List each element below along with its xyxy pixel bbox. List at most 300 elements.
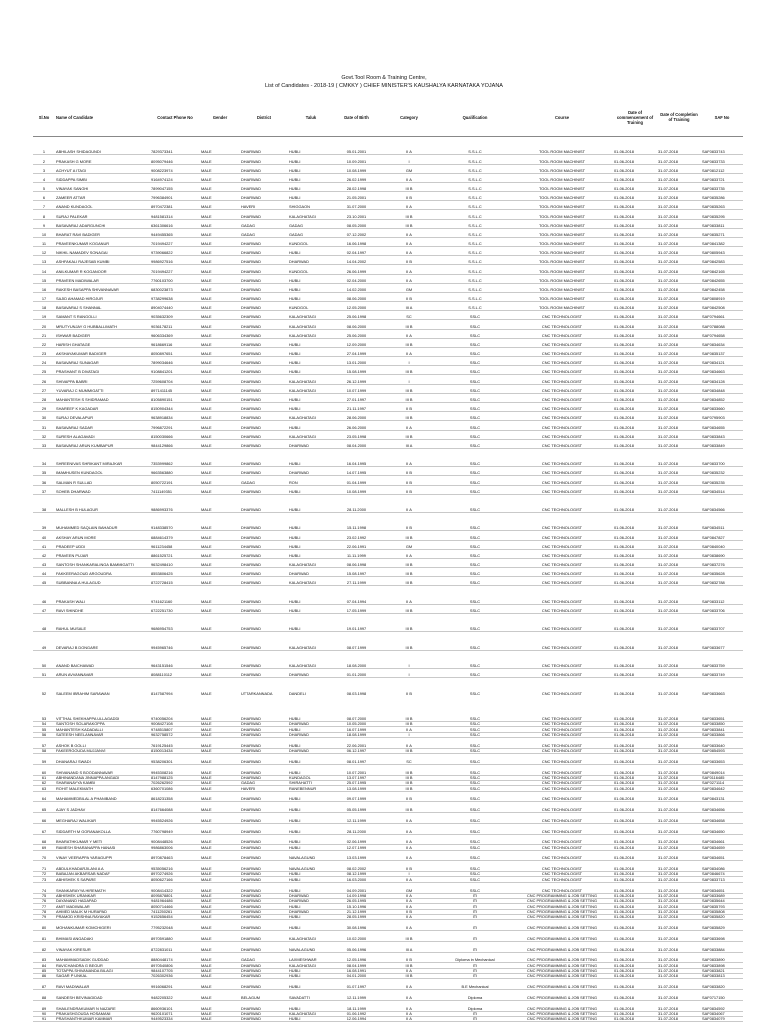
cell-gender: MALE — [200, 247, 240, 256]
cell-start-date: 01-06-2018 — [613, 791, 657, 802]
cell-category: II A — [379, 968, 439, 973]
cell-gender: MALE — [200, 952, 240, 963]
cell-dob: 10.07.1999 — [334, 384, 379, 393]
header-category: Category — [379, 98, 439, 137]
cell-qualification: ITI — [439, 920, 511, 931]
cell-saf: SAF0833651 — [701, 716, 743, 721]
cell-district: DHARWAD — [240, 1000, 288, 1011]
cell-saf: SAF0794661 — [701, 311, 743, 320]
cell-course: TOOL ROOM MACHINIST — [511, 164, 613, 173]
cell-saf: SAF0833663 — [701, 678, 743, 696]
cell-course: CNC TECHNOLOGIST — [511, 748, 613, 753]
cell-phone: 9986927516 — [150, 256, 200, 265]
cell-qualification: SSLC — [439, 650, 511, 668]
cell-district: DHARWAD — [240, 182, 288, 191]
cell-taluk: HUBLI — [288, 973, 334, 978]
header-slno: Sl.No — [33, 98, 55, 137]
cell-qualification: SSLC — [439, 678, 511, 696]
cell-name: ASHOK B GOLLI — [55, 737, 150, 748]
cell-category: SC — [379, 311, 439, 320]
cell-slno: 42 — [33, 549, 55, 558]
cell-name: HARISH GHATAGE — [55, 338, 150, 347]
cell-category: III B — [379, 384, 439, 393]
cell-qualification: SSLC — [439, 775, 511, 780]
cell-dob: 16.06.1998 — [334, 237, 379, 246]
cell-name: YUVARAJ C MUMMIGATTI — [55, 384, 150, 393]
cell-gender: MALE — [200, 604, 240, 613]
cell-gender: MALE — [200, 732, 240, 737]
cell-saf: SAF0795903 — [701, 412, 743, 421]
cell-name: VINAYAK SANGHI — [55, 182, 150, 191]
cell-saf: SAF0847827 — [701, 531, 743, 540]
cell-start-date: 01-06-2018 — [613, 845, 657, 850]
cell-slno: 90 — [33, 1011, 55, 1016]
table-row — [33, 182, 743, 191]
cell-phone: 7259608704 — [150, 375, 200, 384]
cell-course: TOOL ROOM MACHINIST — [511, 173, 613, 182]
cell-gender: MALE — [200, 791, 240, 802]
table-body-1 — [33, 137, 743, 697]
cell-start-date: 01-06-2018 — [613, 973, 657, 978]
table-row — [33, 586, 743, 604]
table-row — [33, 558, 743, 567]
cell-saf: SAF0833677 — [701, 632, 743, 650]
list-title: List of Candidates - 2018-19 ( CMKKY ) CHIEF MINISTER'S KAUSHALYA KARNATAKA YOJANA — [265, 83, 503, 89]
cell-taluk: LAXMESHWAR — [288, 952, 334, 963]
cell-taluk: HUBLI — [288, 540, 334, 549]
cell-gender: MALE — [200, 164, 240, 173]
table-row — [33, 791, 743, 802]
cell-gender: MALE — [200, 577, 240, 586]
cell-gender: MALE — [200, 155, 240, 164]
cell-district: DHARWAD — [240, 558, 288, 567]
cell-start-date: 01-06-2018 — [613, 256, 657, 265]
cell-gender: MALE — [200, 834, 240, 845]
cell-end-date: 31-07-2018 — [657, 791, 701, 802]
cell-gender: MALE — [200, 931, 240, 942]
cell-gender: MALE — [200, 228, 240, 237]
cell-dob: 28.11.2000 — [334, 823, 379, 834]
cell-slno: 15 — [33, 274, 55, 283]
cell-saf: SAF0835271 — [701, 228, 743, 237]
cell-qualification: SSLC — [439, 311, 511, 320]
cell-course: CNC TECHNOLOGIST — [511, 678, 613, 696]
cell-district: GADAG — [240, 476, 288, 485]
cell-gender: MALE — [200, 754, 240, 765]
cell-start-date: 01-06-2018 — [613, 283, 657, 292]
cell-course: CNC TECHNOLOGIST — [511, 786, 613, 791]
cell-phone: 8147988125 — [150, 775, 200, 780]
table-row — [33, 347, 743, 356]
cell-name: SANTOSH SOLARAKOPPA — [55, 721, 150, 726]
cell-category: III B — [379, 632, 439, 650]
cell-phone: 9449523334 — [150, 1016, 200, 1021]
cell-taluk: DHARWAD — [288, 721, 334, 726]
cell-gender: MALE — [200, 265, 240, 274]
cell-course: CNC TECHNOLOGIST — [511, 813, 613, 824]
cell-taluk: KUNDGOL — [288, 237, 334, 246]
cell-slno: 63 — [33, 786, 55, 791]
cell-district: DHARWAD — [240, 320, 288, 329]
cell-gender: MALE — [200, 1000, 240, 1011]
cell-end-date: 31-07-2018 — [657, 430, 701, 439]
table-row — [33, 412, 743, 421]
cell-category: GM — [379, 164, 439, 173]
cell-taluk: HUBLI — [288, 872, 334, 877]
cell-taluk: HUBLI — [288, 338, 334, 347]
cell-district: DHARWAD — [240, 568, 288, 577]
cell-district: DHARWAD — [240, 155, 288, 164]
cell-gender: MALE — [200, 219, 240, 228]
cell-phone: 9945308216 — [150, 764, 200, 775]
cell-district: DHARWAD — [240, 898, 288, 903]
cell-dob: 09.07.1999 — [334, 791, 379, 802]
cell-qualification: SSLC — [439, 384, 511, 393]
cell-start-date: 01-06-2018 — [613, 393, 657, 402]
cell-course: CNC TECHNOLOGIST — [511, 568, 613, 577]
cell-dob: 04.09.2001 — [334, 882, 379, 893]
cell-taluk: HUBLI — [288, 421, 334, 430]
cell-dob: 08.12.1999 — [334, 872, 379, 877]
cell-end-date: 31-07-2018 — [657, 786, 701, 791]
cell-end-date: 31-07-2018 — [657, 990, 701, 1001]
cell-name: SAJID AHAMAD HIROJUR — [55, 292, 150, 301]
cell-district: DHARWAD — [240, 931, 288, 942]
cell-name: PRAVEENKUMAR KOGANUR — [55, 237, 150, 246]
cell-end-date: 31-07-2018 — [657, 137, 701, 155]
cell-end-date: 31-07-2018 — [657, 716, 701, 721]
cell-category: II B — [379, 256, 439, 265]
cell-slno: 55 — [33, 727, 55, 732]
cell-gender: MALE — [200, 669, 240, 678]
cell-taluk: HUBLI — [288, 834, 334, 845]
cell-gender: MALE — [200, 256, 240, 265]
table-row — [33, 421, 743, 430]
cell-gender: MALE — [200, 384, 240, 393]
cell-end-date: 31-07-2018 — [657, 531, 701, 540]
table-row — [33, 210, 743, 219]
cell-saf: SAF0833866 — [701, 732, 743, 737]
cell-qualification: SSLC — [439, 764, 511, 775]
cell-course: TOOL ROOM MACHINIST — [511, 182, 613, 191]
header-phone: Contact Phone No — [150, 98, 200, 137]
cell-saf: SAF0849014 — [701, 764, 743, 775]
cell-district: DHARWAD — [240, 614, 288, 632]
cell-phone: 9632758572 — [150, 732, 200, 737]
table-row — [33, 549, 743, 558]
cell-gender: MALE — [200, 737, 240, 748]
cell-course: CNC TECHNOLOGIST — [511, 421, 613, 430]
cell-dob: 07.04.1994 — [334, 586, 379, 604]
cell-qualification: SSLC — [439, 877, 511, 882]
cell-qualification: SSLC — [439, 375, 511, 384]
cell-slno: 83 — [33, 952, 55, 963]
cell-taluk: HUBLI — [288, 764, 334, 775]
cell-gender: MALE — [200, 311, 240, 320]
cell-saf: SAF0834634 — [701, 338, 743, 347]
cell-start-date: 01-06-2018 — [613, 802, 657, 813]
cell-name: ACHYUT A ITAGI — [55, 164, 150, 173]
cell-name: TOTAPPA SHIVANANDA BILAGI — [55, 968, 150, 973]
cell-phone: 8861525721 — [150, 549, 200, 558]
cell-end-date: 31-07-2018 — [657, 650, 701, 668]
cell-category: III B — [379, 931, 439, 942]
cell-start-date: 01-06-2018 — [613, 485, 657, 494]
cell-gender: MALE — [200, 614, 240, 632]
cell-slno: 57 — [33, 737, 55, 748]
cell-start-date: 01-06-2018 — [613, 823, 657, 834]
cell-phone: 8904074440 — [150, 302, 200, 311]
cell-district: DHARWAD — [240, 494, 288, 512]
cell-saf: SAF0834651 — [701, 850, 743, 861]
cell-slno: 46 — [33, 586, 55, 604]
cell-district: DHARWAD — [240, 732, 288, 737]
cell-gender: MALE — [200, 412, 240, 421]
cell-qualification: ITI — [439, 941, 511, 952]
cell-slno: 89 — [33, 1000, 55, 1011]
cell-start-date: 01-06-2018 — [613, 727, 657, 732]
cell-start-date: 01-06-2018 — [613, 421, 657, 430]
cell-gender: MALE — [200, 302, 240, 311]
cell-gender: MALE — [200, 775, 240, 780]
cell-category: III B — [379, 764, 439, 775]
cell-name: BASAVARAJ ARUN KUMBAPUR — [55, 439, 150, 448]
cell-taluk: RANEBENNUR — [288, 786, 334, 791]
cell-course: CNC TECHNOLOGIST — [511, 540, 613, 549]
cell-dob: 08.07.1999 — [334, 632, 379, 650]
cell-end-date: 31-07-2018 — [657, 737, 701, 748]
cell-taluk: KALAGHATAGI — [288, 577, 334, 586]
cell-qualification: S.S.L.C — [439, 237, 511, 246]
cell-dob: 08.03.1998 — [334, 678, 379, 696]
cell-start-date: 01-06-2018 — [613, 513, 657, 531]
cell-end-date: 31-07-2018 — [657, 540, 701, 549]
cell-taluk: HUBLI — [288, 845, 334, 850]
table-row — [33, 366, 743, 375]
cell-qualification: S.S.L.C — [439, 155, 511, 164]
cell-start-date: 01-06-2018 — [613, 403, 657, 412]
cell-dob: 06.12.1997 — [334, 748, 379, 753]
cell-name: RAMESH SHARANAPPA HANASI — [55, 845, 150, 850]
cell-qualification: SSLC — [439, 347, 511, 356]
cell-saf: SAF0833698 — [701, 931, 743, 942]
cell-gender: MALE — [200, 421, 240, 430]
cell-name: NIKHIL NAMADEV SONAGAI — [55, 247, 150, 256]
cell-saf: SAF0834656 — [701, 802, 743, 813]
cell-gender: MALE — [200, 823, 240, 834]
cell-end-date: 31-07-2018 — [657, 393, 701, 402]
cell-saf: SAF0833813 — [701, 973, 743, 978]
cell-dob: 08.04.1999 — [334, 963, 379, 968]
cell-start-date: 01-06-2018 — [613, 329, 657, 338]
cell-category: II A — [379, 201, 439, 210]
cell-name: RAVI SHINDHE — [55, 604, 150, 613]
cell-slno: 41 — [33, 540, 55, 549]
cell-slno: 6 — [33, 192, 55, 201]
cell-category: II A — [379, 421, 439, 430]
cell-qualification: SSLC — [439, 549, 511, 558]
cell-gender: MALE — [200, 494, 240, 512]
cell-qualification: SSLC — [439, 357, 511, 366]
table-row — [33, 164, 743, 173]
cell-slno: 5 — [33, 182, 55, 191]
cell-slno: 70 — [33, 850, 55, 861]
cell-saf: SAF0808919 — [701, 292, 743, 301]
cell-gender: MALE — [200, 366, 240, 375]
cell-course: CNC TECHNOLOGIST — [511, 834, 613, 845]
cell-phone: 9035632309 — [150, 311, 200, 320]
cell-gender: MALE — [200, 357, 240, 366]
cell-gender: MALE — [200, 586, 240, 604]
cell-start-date: 01-06-2018 — [613, 650, 657, 668]
cell-name: PRAVEEN MADIWALAR — [55, 274, 150, 283]
cell-dob: 21.05.2001 — [334, 192, 379, 201]
cell-gender: MALE — [200, 882, 240, 893]
cell-saf: SAF0842458 — [701, 283, 743, 292]
cell-course: CNC TECHNOLOGIST — [511, 347, 613, 356]
table-row — [33, 311, 743, 320]
cell-course: CNC TECHNOLOGIST — [511, 802, 613, 813]
cell-saf: SAF0835628 — [701, 568, 743, 577]
cell-saf: SAF0854593 — [701, 748, 743, 753]
cell-category: II A — [379, 850, 439, 861]
cell-taluk: HUBLI — [288, 393, 334, 402]
cell-taluk: HUBLI — [288, 882, 334, 893]
cell-start-date: 01-06-2018 — [613, 872, 657, 877]
table-row — [33, 485, 743, 494]
cell-taluk: DANDELI — [288, 678, 334, 696]
cell-slno: 35 — [33, 467, 55, 476]
cell-saf: SAF0833112 — [701, 586, 743, 604]
cell-saf: SAF0833733 — [701, 155, 743, 164]
cell-phone: 7899047155 — [150, 182, 200, 191]
cell-category: III B — [379, 604, 439, 613]
cell-saf: SAF0842583 — [701, 256, 743, 265]
cell-saf: SAF0833700 — [701, 448, 743, 466]
cell-district: DHARWAD — [240, 872, 288, 877]
cell-course: CNC PROGRAMMING & JOB SETTING — [511, 990, 613, 1001]
cell-saf: SAF0833759 — [701, 650, 743, 668]
cell-end-date: 31-07-2018 — [657, 941, 701, 952]
table-row — [33, 247, 743, 256]
cell-phone: 8970274926 — [150, 872, 200, 877]
cell-taluk: HUBLI — [288, 968, 334, 973]
cell-dob: 02.06.1999 — [334, 834, 379, 845]
cell-district: DHARWAD — [240, 274, 288, 283]
cell-end-date: 31-07-2018 — [657, 274, 701, 283]
cell-start-date: 01-06-2018 — [613, 721, 657, 726]
cell-dob: 15.08.1997 — [334, 568, 379, 577]
cell-category: GM — [379, 882, 439, 893]
cell-start-date: 01-06-2018 — [613, 375, 657, 384]
cell-qualification: SSLC — [439, 366, 511, 375]
cell-category: III B — [379, 963, 439, 968]
cell-start-date: 01-06-2018 — [613, 347, 657, 356]
cell-district: DHARWAD — [240, 247, 288, 256]
cell-course: TOOL ROOM MACHINIST — [511, 228, 613, 237]
cell-start-date: 01-06-2018 — [613, 228, 657, 237]
cell-name: ABDULKHADARJILANI A A — [55, 861, 150, 872]
cell-taluk: KALAGHATAGI — [288, 558, 334, 567]
cell-phone: 9844129866 — [150, 439, 200, 448]
cell-category: II B — [379, 678, 439, 696]
cell-course: CNC TECHNOLOGIST — [511, 494, 613, 512]
cell-category: III B — [379, 614, 439, 632]
cell-phone: 9986863006 — [150, 845, 200, 850]
cell-district: DHARWAD — [240, 430, 288, 439]
cell-taluk: HUBLI — [288, 274, 334, 283]
cell-district: DHARWAD — [240, 802, 288, 813]
cell-dob: 05.05.1999 — [334, 802, 379, 813]
cell-course: CNC TECHNOLOGIST — [511, 366, 613, 375]
cell-phone: 8660936101 — [150, 1000, 200, 1011]
cell-category: II A — [379, 877, 439, 882]
cell-saf: SAF0833843 — [701, 430, 743, 439]
cell-end-date: 31-07-2018 — [657, 549, 701, 558]
cell-course: CNC PROGRAMMING & JOB SETTING — [511, 941, 613, 952]
cell-qualification: SSLC — [439, 448, 511, 466]
cell-qualification: ITI — [439, 963, 511, 968]
cell-taluk: SHIGGAON — [288, 201, 334, 210]
cell-category: III A — [379, 439, 439, 448]
cell-end-date: 31-07-2018 — [657, 155, 701, 164]
cell-gender: MALE — [200, 182, 240, 191]
cell-phone: 9739066822 — [150, 247, 200, 256]
cell-qualification: SSLC — [439, 845, 511, 850]
cell-name: SHARANAYYA KAMBI — [55, 780, 150, 785]
cell-name: ABHISHEK S SAPARE — [55, 877, 150, 882]
cell-saf: SAF0834067 — [701, 1011, 743, 1016]
cell-slno: 37 — [33, 485, 55, 494]
cell-qualification: S.S.L.C — [439, 247, 511, 256]
cell-taluk: SAVADATTI — [288, 990, 334, 1001]
cell-qualification: S.S.L.C — [439, 192, 511, 201]
cell-district: DHARWAD — [240, 882, 288, 893]
cell-taluk: HUBLI — [288, 813, 334, 824]
cell-qualification: SSLC — [439, 421, 511, 430]
cell-dob: 22.06.2001 — [334, 737, 379, 748]
cell-district: DHARWAD — [240, 727, 288, 732]
cell-end-date: 31-07-2018 — [657, 568, 701, 577]
cell-course: CNC TECHNOLOGIST — [511, 549, 613, 558]
cell-category: I — [379, 669, 439, 678]
cell-end-date: 31-07-2018 — [657, 448, 701, 466]
cell-category: II A — [379, 237, 439, 246]
cell-saf: SAF0833706 — [701, 604, 743, 613]
cell-end-date: 31-07-2018 — [657, 614, 701, 632]
cell-gender: MALE — [200, 531, 240, 540]
cell-district: DHARWAD — [240, 716, 288, 721]
cell-saf: SAF0833707 — [701, 614, 743, 632]
cell-saf: SAF0834086 — [701, 861, 743, 872]
cell-name: SUBBANNA A HULAGUD — [55, 577, 150, 586]
cell-gender: MALE — [200, 210, 240, 219]
cell-start-date: 01-06-2018 — [613, 861, 657, 872]
cell-end-date: 31-07-2018 — [657, 586, 701, 604]
cell-course: CNC PROGRAMMING & JOB SETTING — [511, 968, 613, 973]
cell-taluk: KALAGHATAGI — [288, 650, 334, 668]
cell-course: CNC PROGRAMMING & JOB SETTING — [511, 898, 613, 903]
cell-phone: 8971411145 — [150, 384, 200, 393]
candidates-table-2 — [33, 716, 743, 1022]
cell-name: SHAILENDRAKUMAR N NAZARE — [55, 1000, 150, 1011]
cell-category: II A — [379, 1000, 439, 1011]
cell-phone: 9643151546 — [150, 650, 200, 668]
cell-taluk: HUBLI — [288, 448, 334, 466]
table-row — [33, 568, 743, 577]
table-row — [33, 393, 743, 402]
cell-saf: SAF0833749 — [701, 669, 743, 678]
